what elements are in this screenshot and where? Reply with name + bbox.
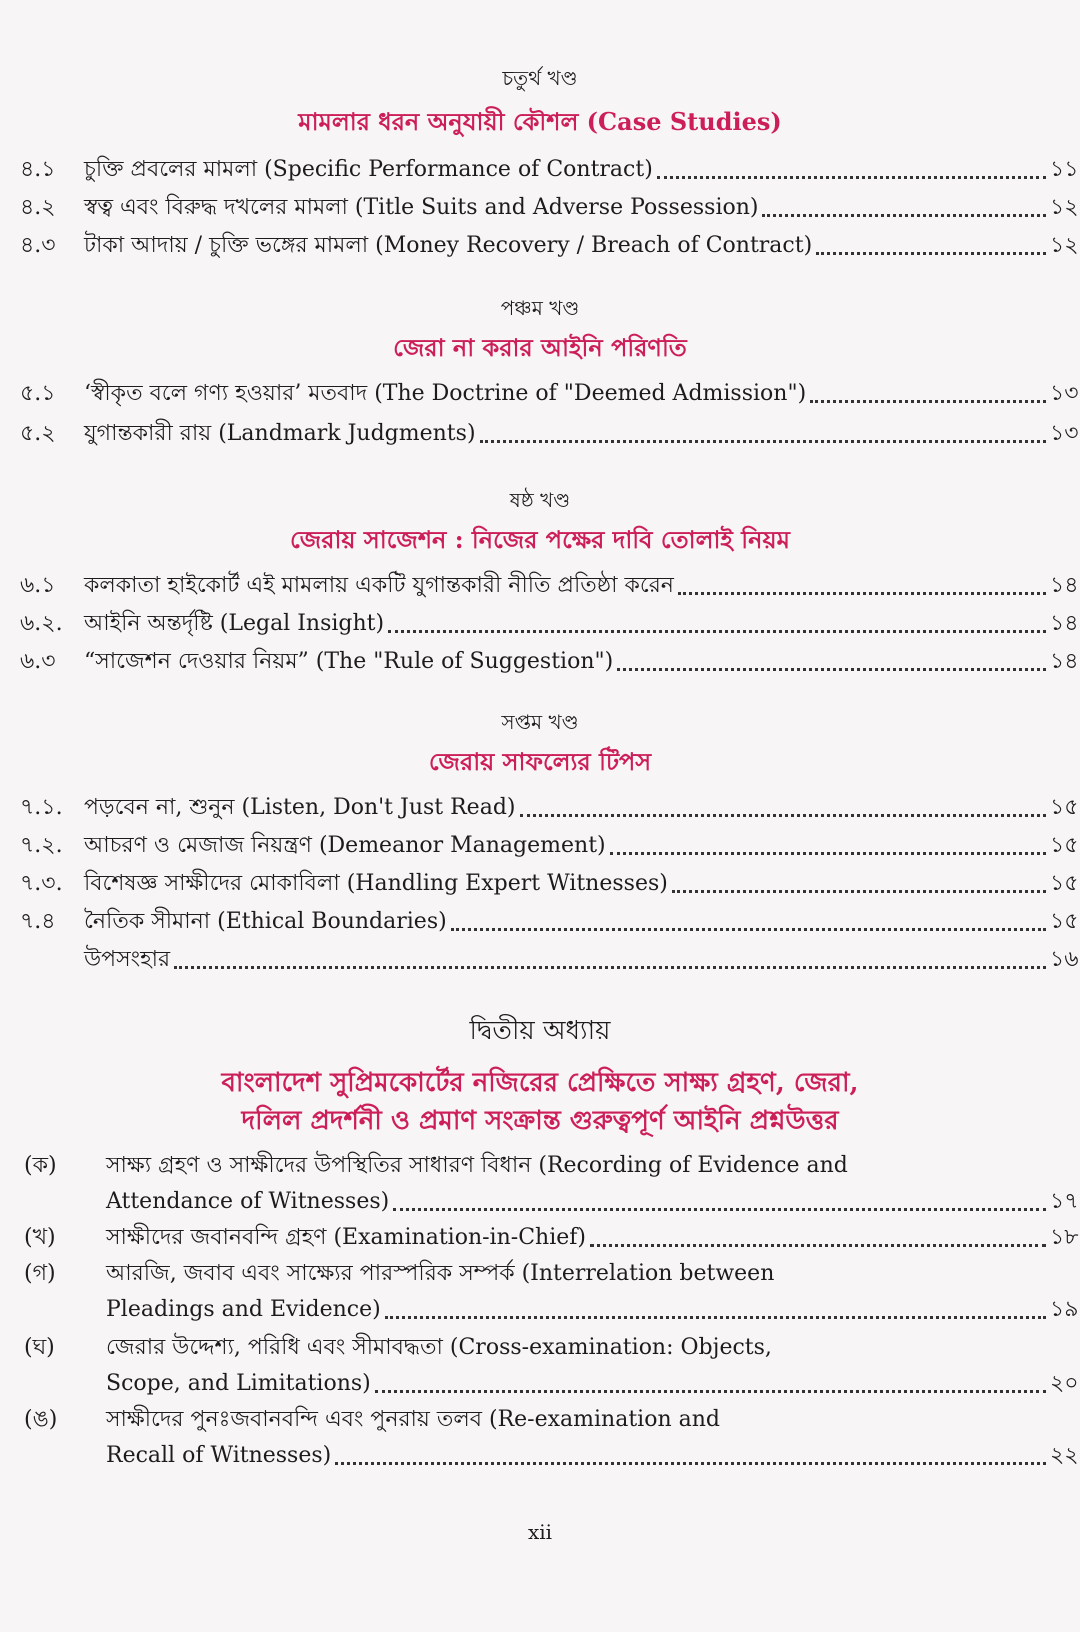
entry-number: ৫.২	[20, 421, 56, 446]
entry-text: আইনি অন্তর্দৃষ্টি (Legal Insight)	[84, 611, 385, 636]
entry-number: ৫.১	[20, 381, 56, 406]
entry-page: ১৩	[1050, 381, 1079, 406]
toc-entry[interactable]	[20, 150, 1080, 186]
entry-text: পড়বেন না, শুনুন (Listen, Don't Just Read)	[84, 795, 516, 820]
part7-title: জেরায় সাফল্যের টিপস	[428, 747, 652, 776]
item-label: (খ)	[24, 1225, 56, 1250]
dot-leader	[672, 880, 1046, 893]
entry-text: কলকাতা হাইকোর্ট এই মামলায় একটি যুগান্তকারী নীতি প্রতিষ্ঠা করেন	[84, 573, 674, 598]
item-page: ২০	[1050, 1371, 1079, 1396]
chapter2-subtitle-line2: দলিল প্রদর্শনী ও প্রমাণ সংক্রান্ত গুরুত্বপূর্ণ আইনি প্রশ্নউত্তর	[241, 1106, 839, 1136]
toc-entry[interactable]	[20, 188, 1080, 224]
entry-text: নৈতিক সীমানা (Ethical Boundaries)	[84, 909, 447, 934]
dot-leader	[174, 956, 1046, 969]
dot-leader	[393, 1198, 1046, 1211]
item-text-line1: সাক্ষ্য গ্রহণ ও সাক্ষীদের উপস্থিতির সাধারণ বিধান (Recording of Evidence and	[106, 1153, 848, 1178]
dot-leader	[816, 242, 1046, 255]
entry-number: ৬.৩	[20, 649, 56, 674]
toc-entry[interactable]	[20, 826, 1080, 862]
entry-page: ১১	[1050, 157, 1079, 182]
item-label: (গ)	[24, 1261, 56, 1286]
toc-item[interactable]	[24, 1330, 1080, 1364]
entry-text: স্বত্ব এবং বিরুদ্ধ দখলের মামলা (Title Suits and Adverse Possession)	[84, 195, 759, 220]
entry-number: ৭.১.	[20, 795, 63, 820]
entry-page: ১৫	[1050, 871, 1079, 896]
entry-page: ১৩	[1050, 421, 1079, 446]
entry-number: ৪.১	[20, 157, 56, 182]
item-page: ১৯	[1050, 1297, 1079, 1322]
toc-item[interactable]	[24, 1148, 1080, 1182]
item-page: ১৮	[1050, 1225, 1079, 1250]
dot-leader	[590, 1234, 1046, 1247]
toc-entry[interactable]	[20, 604, 1080, 640]
dot-leader	[388, 620, 1046, 633]
part5-title: জেরা না করার আইনি পরিণতি	[393, 333, 687, 362]
part5-label: পঞ্চম খণ্ড	[500, 296, 580, 320]
item-label: (ঘ)	[24, 1335, 55, 1360]
entry-number: ৭.৩.	[20, 871, 63, 896]
entry-text: বিশেষজ্ঞ সাক্ষীদের মোকাবিলা (Handling Expert Witnesses)	[84, 871, 668, 896]
toc-item-continuation[interactable]	[24, 1438, 1080, 1472]
item-label: (ক)	[24, 1153, 57, 1178]
entry-page: ১৬	[1050, 947, 1079, 972]
toc-entry[interactable]	[20, 414, 1080, 450]
toc-entry[interactable]	[20, 788, 1080, 824]
entry-text: টাকা আদায় / চুক্তি ভঙ্গের মামলা (Money Recovery / Breach of Contract)	[84, 233, 813, 258]
dot-leader	[617, 658, 1046, 671]
entry-page: ১৪	[1050, 649, 1079, 674]
dot-leader	[678, 582, 1046, 595]
entry-page: ১৫	[1050, 833, 1079, 858]
entry-number: ৪.২	[20, 195, 56, 220]
entry-number: ৭.৪	[20, 909, 56, 934]
entry-number: ৬.১	[20, 573, 56, 598]
item-text-line1: আরজি, জবাব এবং সাক্ষ্যের পারস্পরিক সম্পর্ক (Interrelation between	[106, 1261, 775, 1286]
entry-number: ৪.৩	[20, 233, 56, 258]
dot-leader	[762, 204, 1046, 217]
dot-leader	[657, 166, 1046, 179]
dot-leader	[335, 1452, 1046, 1465]
item-text-line1: সাক্ষীদের পুনঃজবানবন্দি এবং পুনরায় তলব (Re-examination and	[106, 1407, 720, 1432]
dot-leader	[451, 918, 1046, 931]
entry-page: ১৫	[1050, 795, 1079, 820]
toc-entry[interactable]	[20, 902, 1080, 938]
dot-leader	[520, 804, 1047, 817]
toc-entry[interactable]	[20, 374, 1080, 410]
dot-leader	[810, 390, 1046, 403]
entry-number: ৭.২.	[20, 833, 63, 858]
part4-label: চতুর্থ খণ্ড	[502, 66, 578, 90]
dot-leader	[610, 842, 1046, 855]
part6-label: ষষ্ঠ খণ্ড	[509, 488, 571, 512]
item-text-line2: Pleadings and Evidence)	[106, 1297, 381, 1322]
item-text-line1: জেরার উদ্দেশ্য, পরিধি এবং সীমাবদ্ধতা (Cross-examination: Objects,	[106, 1335, 772, 1360]
item-text-line2: Scope, and Limitations)	[106, 1371, 371, 1396]
toc-item-continuation[interactable]	[24, 1184, 1080, 1218]
item-text-line1: সাক্ষীদের জবানবন্দি গ্রহণ (Examination-in-Chief)	[106, 1225, 586, 1250]
toc-entry[interactable]	[20, 226, 1080, 262]
toc-entry[interactable]	[20, 864, 1080, 900]
entry-page: ১৫	[1050, 909, 1079, 934]
part7-label: সপ্তম খণ্ড	[501, 710, 579, 734]
item-text-line2: Recall of Witnesses)	[106, 1443, 332, 1468]
entry-page: ১৪	[1050, 573, 1079, 598]
part4-title: মামলার ধরন অনুযায়ী কৌশল (Case Studies)	[298, 107, 782, 136]
toc-entry[interactable]	[20, 566, 1080, 602]
page-folio: xii	[527, 1520, 553, 1544]
entry-text: যুগান্তকারী রায় (Landmark Judgments)	[84, 421, 476, 446]
chapter2-title: দ্বিতীয় অধ্যায়	[469, 1016, 611, 1046]
item-label: (ঙ)	[24, 1407, 58, 1432]
entry-text: চুক্তি প্রবলের মামলা (Specific Performance of Contract)	[84, 157, 653, 182]
entry-text: “সাজেশন দেওয়ার নিয়ম” (The "Rule of Suggestion")	[84, 649, 614, 674]
item-page: ১৭	[1050, 1189, 1079, 1214]
toc-entry[interactable]	[20, 940, 1080, 976]
dot-leader	[375, 1380, 1046, 1393]
item-page: ২২	[1050, 1443, 1079, 1468]
entry-page: ১২	[1050, 233, 1079, 258]
entry-page: ১২	[1050, 195, 1079, 220]
entry-text: ‘স্বীকৃত বলে গণ্য হওয়ার’ মতবাদ (The Doctrine of "Deemed Admission")	[84, 381, 807, 406]
part6-title: জেরায় সাজেশন : নিজের পক্ষের দাবি তোলাই নিয়ম	[290, 525, 790, 554]
dot-leader	[480, 430, 1046, 443]
toc-item[interactable]	[24, 1220, 1080, 1254]
entry-text: আচরণ ও মেজাজ নিয়ন্ত্রণ (Demeanor Management)	[84, 833, 606, 858]
chapter2-subtitle-line1: বাংলাদেশ সুপ্রিমকোর্টের নজিরের প্রেক্ষিতে সাক্ষ্য গ্রহণ, জেরা,	[221, 1068, 859, 1098]
entry-number: ৬.২.	[20, 611, 63, 636]
entry-page: ১৪	[1050, 611, 1079, 636]
toc-item-continuation[interactable]	[24, 1292, 1080, 1326]
toc-item[interactable]	[24, 1256, 1080, 1290]
toc-item[interactable]	[24, 1402, 1080, 1436]
toc-entry[interactable]	[20, 642, 1080, 678]
dot-leader	[385, 1306, 1046, 1319]
entry-text: উপসংহার	[84, 947, 171, 972]
item-text-line2: Attendance of Witnesses)	[106, 1189, 390, 1214]
toc-item-continuation[interactable]	[24, 1366, 1080, 1400]
